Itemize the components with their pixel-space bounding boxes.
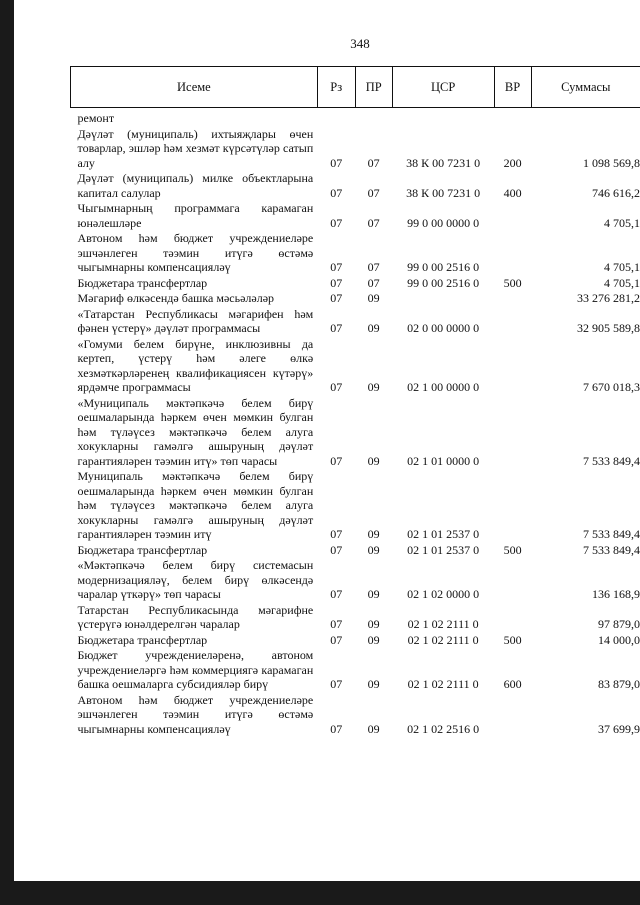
row-csr: 02 1 02 2111 0	[407, 632, 479, 647]
row-csr: 38 К 00 7231 0	[406, 185, 481, 200]
table-row	[71, 468, 640, 542]
row-csr: 02 1 01 0000 0	[407, 453, 480, 468]
table-row	[71, 692, 640, 737]
row-vr: 600	[503, 677, 522, 691]
row-pr: 07	[367, 155, 380, 170]
row-vr: 200	[503, 155, 522, 170]
row-csr: 02 1 02 2111 0	[407, 617, 479, 631]
scan-left-border	[0, 0, 14, 905]
page-number: 348	[350, 36, 370, 51]
table-row	[71, 306, 640, 336]
table-row	[71, 602, 640, 632]
row-rz: 07	[330, 215, 343, 230]
table-row	[71, 632, 640, 648]
row-name: Автоном һәм бюджет учреждениеләре эшчәнлеген тәэмин итүгә өстәмә чыгымнарны компенсацияләү	[77, 692, 314, 736]
table-row	[71, 200, 640, 230]
table-header-row	[71, 67, 640, 108]
header-sum: Суммасы	[531, 67, 640, 108]
row-name: «Татарстан Республикасы мәгарифен һәм фәнен үстерү» дәүләт программасы	[77, 306, 314, 335]
row-rz: 07	[330, 380, 343, 394]
row-vr	[494, 557, 531, 602]
row-vr: 500	[503, 632, 522, 647]
row-name: Дәүләт (муниципаль) ихтыяҗлары өчен товарлар, эшләр һәм хезмәт күрсәтүләр сатып алу	[77, 126, 314, 170]
row-name: Татарстан Республикасында мәгарифне үстерүгә юнәлдерелгән чаралар	[77, 602, 314, 631]
header-rz: Рз	[317, 67, 355, 108]
row-pr: 07	[367, 185, 380, 200]
row-csr: 02 0 00 0000 0	[407, 321, 480, 335]
row-sum: 4 705,1	[604, 260, 640, 274]
table-row	[71, 108, 640, 126]
row-vr	[494, 602, 531, 632]
row-sum: 97 879,0	[598, 617, 640, 631]
row-name: Бюджет учреждениеләренә, автоном учреждениеләргә һәм коммерциягә карамаган башка оешмаларга субсидияләр бирү	[77, 648, 314, 691]
row-vr	[494, 336, 531, 395]
row-rz: 07	[330, 587, 343, 601]
row-csr	[392, 290, 494, 306]
row-csr: 99 0 00 2516 0	[407, 260, 480, 274]
row-vr	[494, 692, 531, 737]
header-name: Исеме	[71, 67, 318, 108]
row-csr: 99 0 00 2516 0	[407, 275, 480, 290]
row-name: Мәгариф өлкәсендә башка мәсьәләләр	[77, 291, 275, 305]
row-rz: 07	[330, 321, 343, 335]
table-row	[71, 542, 640, 558]
row-pr: 09	[367, 542, 380, 557]
row-vr	[494, 108, 531, 126]
row-sum: 7 533 849,4	[583, 542, 640, 557]
row-rz: 07	[330, 260, 343, 274]
row-pr: 09	[367, 632, 380, 647]
header-csr: ЦСР	[392, 67, 494, 108]
row-name: Бюджетара трансфертлар	[77, 632, 208, 647]
row-pr: 09	[367, 677, 380, 691]
table-body	[71, 108, 640, 737]
table-row	[71, 647, 640, 692]
table-row	[71, 275, 640, 291]
row-rz: 07	[330, 617, 343, 631]
row-vr: 500	[503, 275, 522, 290]
table-row	[71, 170, 640, 200]
header-pr: ПР	[355, 67, 392, 108]
row-sum: 1 098 569,8	[583, 155, 640, 170]
table-row	[71, 230, 640, 275]
row-sum: 7 533 849,4	[583, 527, 640, 541]
row-vr	[494, 290, 531, 306]
row-rz: 07	[330, 527, 343, 541]
row-pr: 09	[367, 321, 380, 335]
row-csr	[392, 108, 494, 126]
row-csr: 38 К 00 7231 0	[406, 155, 481, 170]
row-pr: 09	[367, 587, 380, 601]
row-rz: 07	[330, 721, 343, 736]
row-name: ремонт	[77, 111, 115, 125]
row-pr: 09	[367, 453, 380, 468]
row-pr: 07	[367, 215, 380, 230]
row-sum: 7 533 849,4	[583, 453, 640, 468]
row-csr: 02 1 01 2537 0	[407, 527, 480, 541]
row-pr: 07	[367, 275, 380, 290]
table-row	[71, 557, 640, 602]
scan-bottom-border	[0, 881, 640, 905]
row-vr	[494, 200, 531, 230]
row-pr	[355, 108, 392, 126]
row-pr: 09	[367, 617, 380, 631]
row-pr: 07	[367, 260, 380, 274]
table-row	[71, 336, 640, 395]
row-csr: 02 1 01 2537 0	[407, 542, 480, 557]
row-rz: 07	[330, 291, 343, 305]
row-name: «Мәктәпкәчә белем бирү системасын модернизацияләү, белем бирү өлкәсендә чаралар үткәрү» төп чарасы	[77, 558, 314, 601]
row-sum: 33 276 281,2	[577, 291, 640, 305]
row-name: Бюджетара трансфертлар	[77, 542, 208, 557]
row-rz: 07	[330, 185, 343, 200]
row-sum	[531, 108, 640, 126]
row-name: Муниципаль мәктәпкәчә белем бирү оешмаларында һәркем өчен мөмкин булган һәм түләүсез мәктәпкәчә белем алуга хокукларны гамәлгә ашыруның дәүләт гарантияләрен тәэмин итү	[77, 469, 314, 541]
row-pr: 09	[367, 527, 380, 541]
row-csr: 99 0 00 0000 0	[407, 215, 480, 230]
row-pr: 09	[367, 291, 380, 305]
table-row	[71, 395, 640, 469]
row-name: Автоном һәм бюджет учреждениеләре эшчәнлеген тәэмин итүгә өстәмә чыгымнарны компенсацияләү	[77, 231, 314, 274]
row-vr	[494, 395, 531, 469]
row-sum: 746 616,2	[592, 185, 640, 200]
row-name: Чыгымнарның программага карамаган юнәлешләре	[77, 201, 314, 230]
row-sum: 4 705,1	[604, 275, 640, 290]
row-sum: 7 670 018,3	[583, 380, 640, 394]
row-rz: 07	[330, 453, 343, 468]
row-vr: 400	[503, 185, 522, 200]
row-sum: 83 879,0	[598, 677, 640, 691]
row-name: Дәүләт (муниципаль) милке объектларына капитал салулар	[77, 171, 314, 200]
row-csr: 02 1 02 2516 0	[407, 721, 480, 736]
row-rz: 07	[330, 677, 343, 691]
row-rz: 07	[330, 542, 343, 557]
row-name: Бюджетара трансфертлар	[77, 275, 208, 290]
row-vr: 500	[503, 542, 522, 557]
row-rz: 07	[330, 275, 343, 290]
row-csr: 02 1 02 2111 0	[407, 677, 479, 691]
row-vr	[494, 230, 531, 275]
header-vr: ВР	[494, 67, 531, 108]
row-rz: 07	[330, 155, 343, 170]
row-rz	[317, 108, 355, 126]
row-vr	[494, 468, 531, 542]
row-pr: 09	[367, 380, 380, 394]
row-rz: 07	[330, 632, 343, 647]
row-csr: 02 1 00 0000 0	[407, 380, 480, 394]
table-row	[71, 290, 640, 306]
row-sum: 14 000,0	[598, 632, 640, 647]
row-sum: 32 905 589,8	[577, 321, 640, 335]
row-vr	[494, 306, 531, 336]
row-sum: 37 699,9	[598, 721, 640, 736]
row-sum: 136 168,9	[592, 587, 640, 601]
row-pr: 09	[367, 721, 380, 736]
table-row	[71, 126, 640, 171]
row-name: «Муниципаль мәктәпкәчә белем бирү оешмаларында һәркем өчен мөмкин булган һәм түләүсез мәктәпкәчә белем алуга хокукларны гамәлгә ашыруның дәүләт гарантияләрен тәэмин итү» төп чарасы	[77, 395, 314, 468]
budget-table	[70, 66, 640, 736]
row-name: «Гомуми белем бирүне, инклюзивны да кертеп, үстерү һәм әлеге өлкә хезмәткәрләренең квалификациясен күтәрү» ярдәмче программасы	[77, 336, 314, 394]
row-sum: 4 705,1	[604, 215, 640, 230]
row-csr: 02 1 02 0000 0	[407, 587, 480, 601]
